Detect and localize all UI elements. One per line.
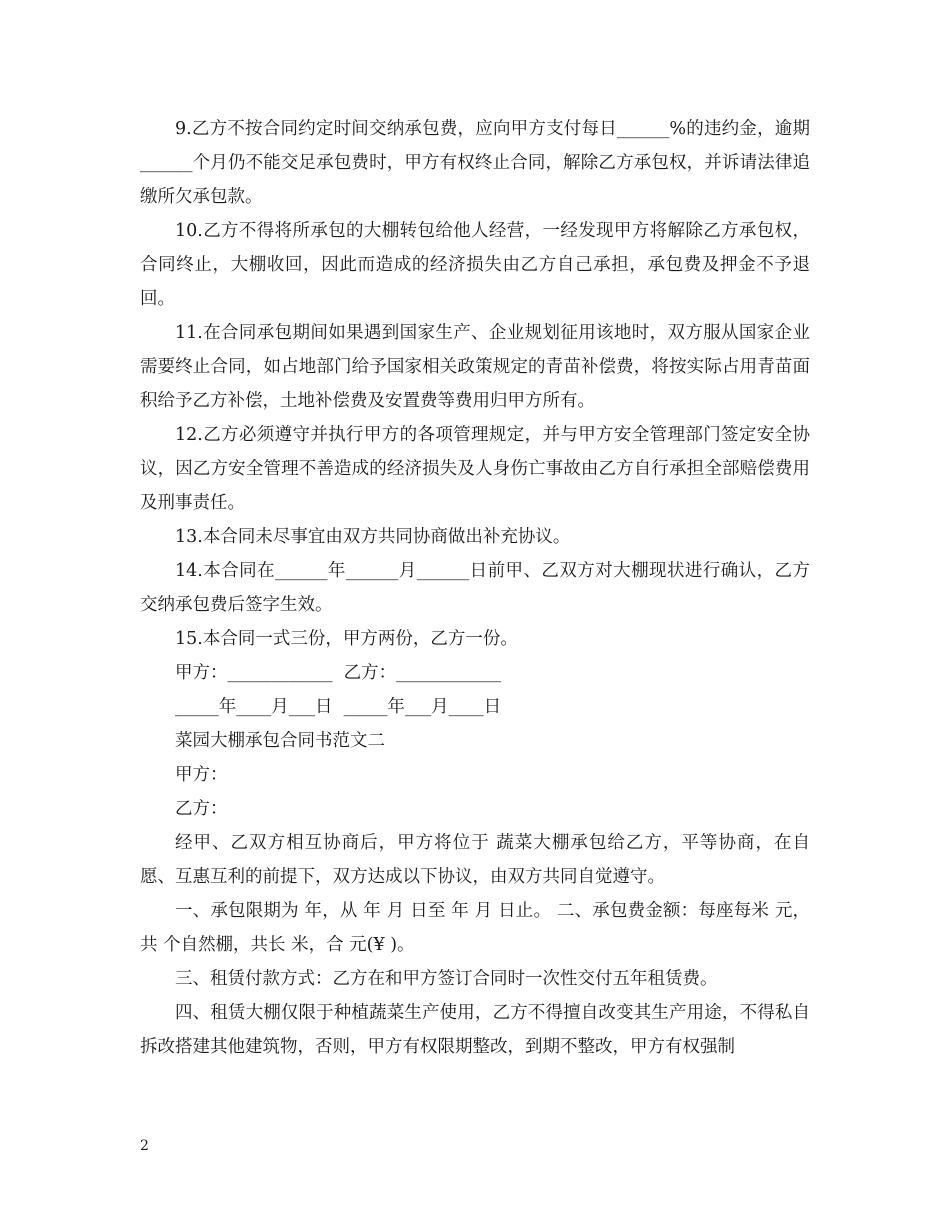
clause-15: 15.本合同一式三份，甲方两份，乙方一份。 xyxy=(175,629,518,649)
signature-line: 甲方：____________ 乙方：____________ xyxy=(175,663,502,683)
agreement-intro: 经甲、乙双方相互协商后，甲方将位于 蔬菜大棚承包给乙方，平等协商，在自愿、互惠互利的前提下，双方达成以下协议，由双方共同自觉遵守。 xyxy=(140,833,810,887)
page-number: 2 xyxy=(140,1138,149,1154)
section-title: 菜园大棚承包合同书范文二 xyxy=(175,731,385,751)
party-a-label: 甲方： xyxy=(175,765,228,785)
clause-usage: 四、租赁大棚仅限于种植蔬菜生产使用，乙方不得擅自改变其生产用途，不得私自拆改搭建其他建筑物，否则，甲方有权限期整改，到期不整改，甲方有权强制 xyxy=(140,1003,810,1057)
clause-term-and-fee: 一、承包限期为 年，从 年 月 日至 年 月 日止。 二、承包费金额：每座每米 元，共 个自然棚，共长 米，合 元(¥ )。 xyxy=(140,901,810,955)
document-body xyxy=(140,112,810,1064)
clause-14: 14.本合同在______年______月______日前甲、乙双方对大棚现状进行确认，乙方交纳承包费后签字生效。 xyxy=(140,561,810,615)
clause-13: 13.本合同未尽事宜由双方共同协商做出补充协议。 xyxy=(175,527,571,547)
clause-10: 10.乙方不得将所承包的大棚转包给他人经营，一经发现甲方将解除乙方承包权，合同终止，大棚收回，因此而造成的经济损失由乙方自己承担，承包费及押金不予退回。 xyxy=(140,221,810,309)
clause-11: 11.在合同承包期间如果遇到国家生产、企业规划征用该地时，双方服从国家企业需要终止合同，如占地部门给予国家相关政策规定的青苗补偿费，将按实际占用青苗面积给予乙方补偿，土地补偿费及安置费等费用归甲方所有。 xyxy=(140,323,810,411)
clause-payment: 三、租赁付款方式：乙方在和甲方签订合同时一次性交付五年租赁费。 xyxy=(175,969,718,989)
date-line: _____年____月___日 _____年___月____日 xyxy=(175,697,502,717)
clause-9: 9.乙方不按合同约定时间交纳承包费，应向甲方支付每日______%的违约金，逾期______个月仍不能交足承包费时，甲方有权终止合同，解除乙方承包权，并诉请法律追缴所欠承包款。 xyxy=(140,119,810,207)
clause-12: 12.乙方必须遵守并执行甲方的各项管理规定，并与甲方安全管理部门签定安全协议，因乙方安全管理不善造成的经济损失及人身伤亡事故由乙方自行承担全部赔偿费用及刑事责任。 xyxy=(140,425,810,513)
party-b-label: 乙方： xyxy=(175,799,228,819)
